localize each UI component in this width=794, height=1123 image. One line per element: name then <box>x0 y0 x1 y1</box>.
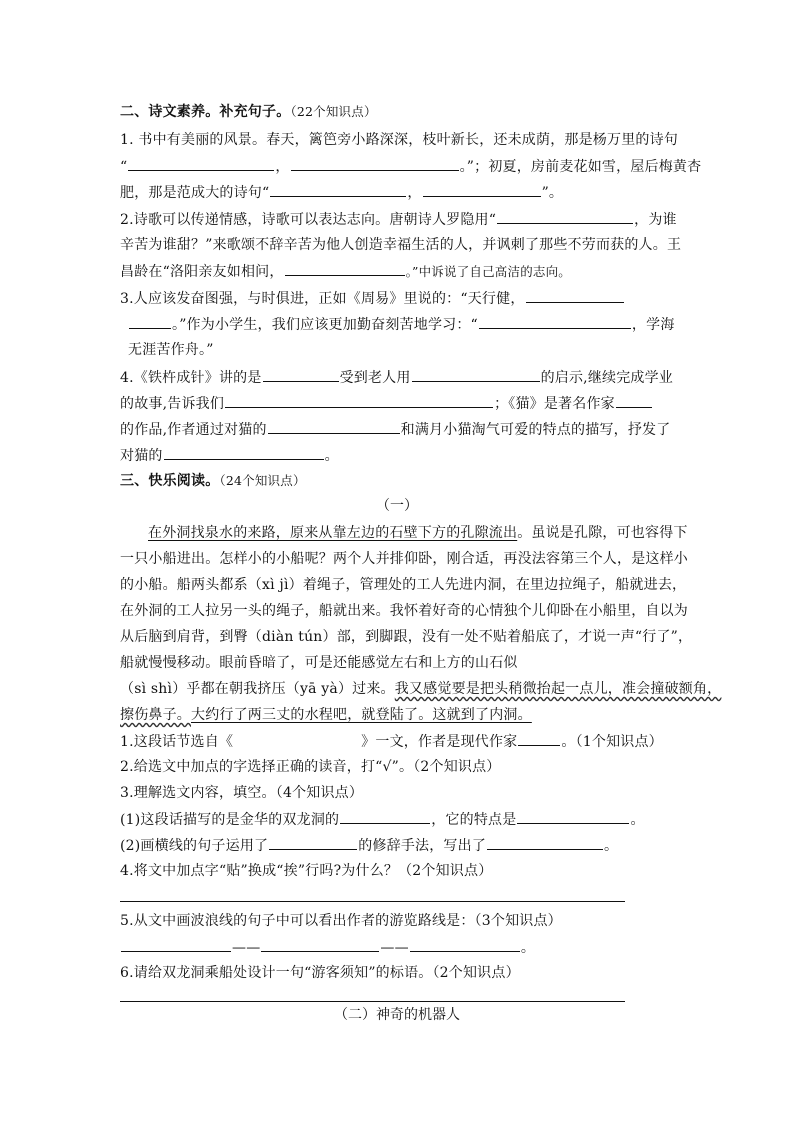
text: ， <box>407 185 422 201</box>
text: 受到老人用 <box>339 370 411 386</box>
text: 的作品,作者通过对猫的 <box>120 422 267 438</box>
passage-line8 <box>120 705 532 725</box>
s2-q4-line3 <box>120 419 670 440</box>
s2-q4-line2 <box>120 393 653 414</box>
answer-blank[interactable] <box>164 445 324 460</box>
answer-blank[interactable] <box>616 393 652 408</box>
s2-q3-line2 <box>128 314 675 335</box>
answer-blank[interactable] <box>261 937 379 952</box>
part-1-title: （一） <box>376 498 418 514</box>
text: (1)这段话描写的是金华的双龙洞的 <box>120 812 340 828</box>
passage-line2: 一只小船进出。怎样小的小船呢？两个人并排仰卧，刚合适，再没法容第三个人，是这样小 <box>120 551 688 567</box>
s2-q1-line3 <box>120 182 563 203</box>
passage-line4: 在外洞的工人拉另一头的绳子，船就出来。我怀着好奇的心情独个儿仰卧在小船里，自以为 <box>120 603 688 619</box>
answer-blank[interactable] <box>487 835 603 850</box>
section-3-title: 三、快乐阅读。 <box>120 473 220 489</box>
text: ；《猫》是著名作家 <box>494 396 615 412</box>
passage-line6: 船就慢慢移动。眼前昏暗了，可是还能感觉左右和上方的山石似 <box>120 655 518 671</box>
s2-q1-line2 <box>120 156 701 177</box>
text: ，为谁 <box>634 212 677 228</box>
text: ”。 <box>541 185 564 201</box>
text: 1.这段话节选自《 <box>120 734 234 750</box>
answer-blank[interactable] <box>410 937 520 952</box>
answer-blank[interactable] <box>479 314 631 329</box>
s2-q4-line4 <box>120 445 339 466</box>
s2-q4-line1 <box>120 367 673 388</box>
text: 3.人应该发奋图强，与时俱进，正如《周易》里说的：“天行健， <box>120 291 525 307</box>
passage-line3: 的小船。船两头都系（xì jì）着绳子，管理处的工人先进内洞，在里边拉绳子，船就进去， <box>120 577 687 593</box>
s3-q3: 3.理解选文内容，填空。（4个知识点） <box>120 785 364 801</box>
text: 。 <box>630 812 645 828</box>
answer-blank[interactable] <box>121 937 231 952</box>
s3-q2: 2.给选文中加点的字选择正确的读音，打“√”。（2个知识点） <box>120 759 501 775</box>
text: 。”作为小学生，我们应该更加勤奋刻苦地学习：“ <box>172 317 478 333</box>
answer-blank[interactable] <box>269 835 357 850</box>
answer-blank[interactable] <box>497 209 633 224</box>
text: 的故事,告诉我们 <box>120 396 225 412</box>
text: 》一文，作者是现代作家 <box>361 734 518 750</box>
section-2-title: 二、诗文素养。补充句子。 <box>120 104 291 120</box>
text: 。（1个知识点） <box>561 734 663 750</box>
answer-blank[interactable] <box>526 288 624 303</box>
s3-q3-1 <box>120 809 645 830</box>
s2-q3-line1 <box>120 288 625 309</box>
s2-q3-line3: 无涯苦作舟。” <box>128 342 214 358</box>
section-2-heading <box>120 102 377 122</box>
text: “ <box>120 159 128 175</box>
s2-q2-line3 <box>120 261 571 282</box>
wavy-underlined-sentence: 我又感觉要是把头稍微抬起一点儿，准会撞破额角， <box>394 681 722 697</box>
text: 2.诗歌可以传递情感，诗歌可以表达志向。唐朝诗人罗隐用“ <box>120 212 497 228</box>
passage-line1 <box>148 523 688 543</box>
passage-line5: 从后脑到肩背，到臀（diàn tún）部，到脚跟，没有一处不贴着船底了，才说一声“行了”， <box>120 629 693 645</box>
text: (2)画横线的句子运用了 <box>120 838 269 854</box>
text: 。虽说是孔隙，可也容得下 <box>517 525 688 541</box>
text: ，学海 <box>631 317 675 333</box>
answer-blank[interactable] <box>291 156 459 171</box>
text: 对猫的 <box>120 448 163 464</box>
section-2-points: （22个知识点） <box>290 104 377 119</box>
s2-q1-line1: 1. 书中有美丽的风景。春天，篱笆旁小路深深，枝叶新长，还未成荫，那是杨万里的诗句 <box>120 132 679 148</box>
part-2-title: （二）神奇的机器人 <box>334 1007 460 1023</box>
s2-q2-line1 <box>120 209 677 230</box>
text: 的修辞手法，写出了 <box>358 838 487 854</box>
underlined-sentence: 大约行了两三丈的水程吧，就登陆了。这就到了内洞。 <box>191 707 532 723</box>
text: ， <box>275 159 290 175</box>
s2-q2-line2: 辛苦为谁甜？”来歌颂不辞辛苦为他人创造幸福生活的人，并讽刺了那些不劳而获的人。王 <box>120 237 682 253</box>
text: 的启示,继续完成学业 <box>540 370 674 386</box>
answer-blank[interactable] <box>128 156 274 171</box>
answer-blank[interactable] <box>285 261 405 276</box>
s3-q3-2 <box>120 835 618 856</box>
answer-blank[interactable] <box>270 182 406 197</box>
s3-q6: 6.请给双龙洞乘船处设计一句“游客须知”的标语。（2个知识点） <box>120 965 520 981</box>
text: 肥，那是范成大的诗句“ <box>120 185 270 201</box>
answer-blank[interactable] <box>412 367 540 382</box>
text: 和满月小猫淘气可爱的特点的描写，抒发了 <box>400 422 671 438</box>
section-3-heading <box>120 471 306 491</box>
answer-line[interactable] <box>120 901 625 902</box>
answer-blank[interactable] <box>517 809 629 824</box>
text: —— <box>380 940 409 956</box>
answer-blank[interactable] <box>340 809 430 824</box>
answer-blank[interactable] <box>129 314 171 329</box>
s3-q4: 4.将文中加点字“贴”换成“挨”行吗?为什么？（2个知识点） <box>120 863 493 879</box>
text: 。 <box>520 940 536 956</box>
section-3-points: （24个知识点） <box>219 473 306 488</box>
s3-q5-answer <box>120 937 535 958</box>
answer-blank[interactable] <box>423 182 541 197</box>
text: 。”；初夏，房前麦花如雪，屋后梅黄杏 <box>459 159 702 175</box>
text: 4.《铁杵成针》讲的是 <box>120 370 262 386</box>
answer-line[interactable] <box>120 1001 625 1002</box>
answer-blank[interactable] <box>263 367 339 382</box>
text: 。”中诉说了自己高洁的志向。 <box>405 264 572 279</box>
text: 。 <box>324 448 339 464</box>
underlined-sentence: 在外洞找泉水的来路，原来从靠左边的石壁下方的孔隙流出 <box>148 525 518 541</box>
text: —— <box>232 940 261 956</box>
answer-blank[interactable] <box>268 419 400 434</box>
s3-q1 <box>120 731 663 752</box>
text: 昌龄在“洛阳亲友如相问， <box>120 264 284 280</box>
text: ，它的特点是 <box>431 812 517 828</box>
passage-line7 <box>120 679 721 699</box>
answer-blank[interactable] <box>225 393 493 408</box>
text: （sì shì）乎都在朝我挤压（yā yà）过来。 <box>120 681 395 697</box>
text: 。 <box>604 838 619 854</box>
answer-blank[interactable] <box>518 731 560 746</box>
s3-q5: 5.从文中画波浪线的句子中可以看出作者的游览路线是：（3个知识点） <box>120 913 562 929</box>
wavy-underlined-sentence: 擦伤鼻子。 <box>120 707 191 723</box>
